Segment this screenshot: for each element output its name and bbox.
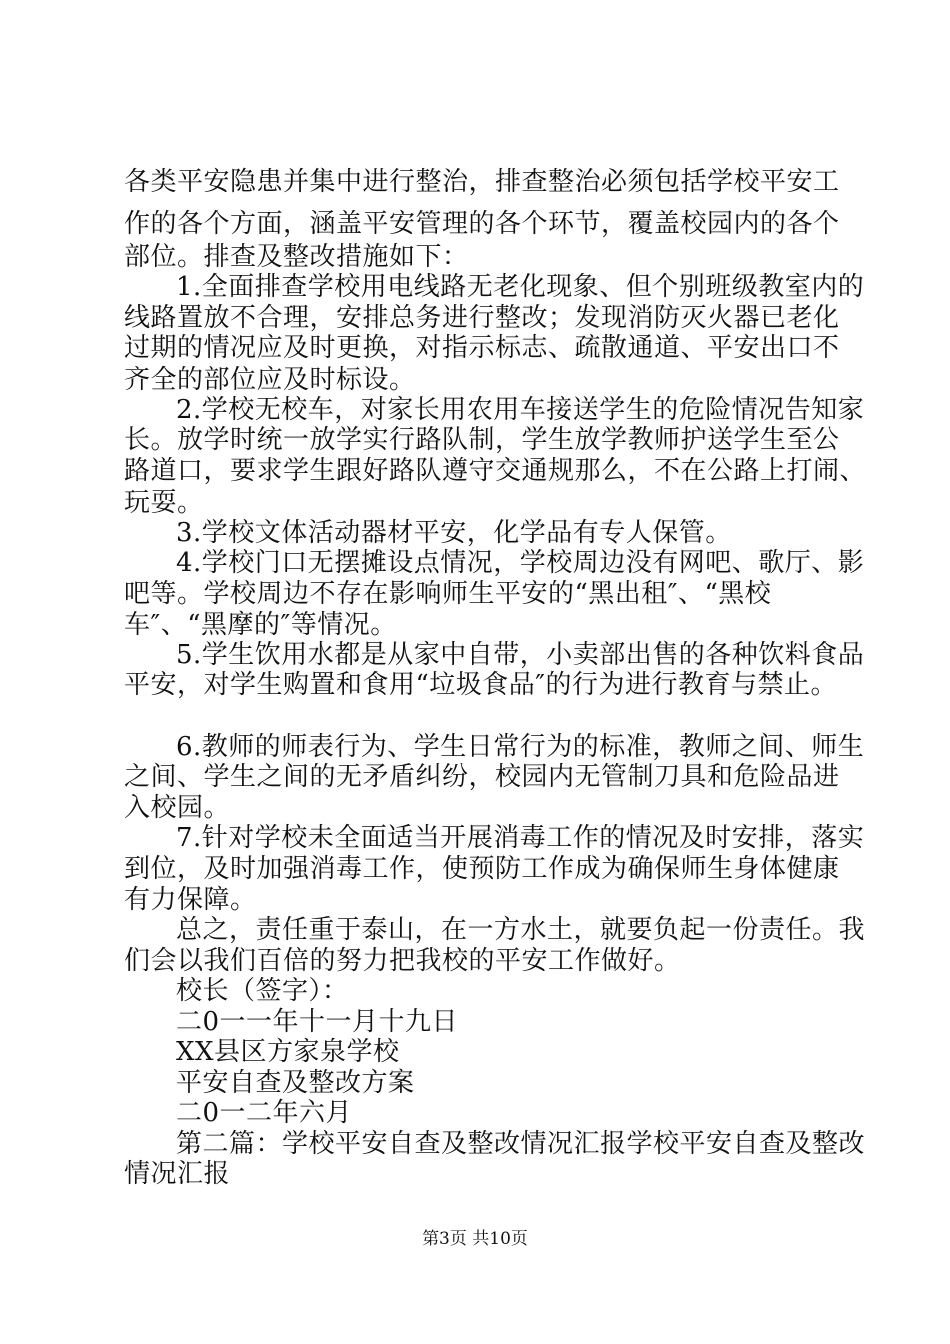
text-line: 5.学生饮用水都是从家中自带，小卖部出售的各种饮料食品 <box>176 640 865 670</box>
text-line: 1.全面排查学校用电线路无老化现象、但个别班级教室内的 <box>176 272 865 302</box>
text-line: 7.针对学校未全面适当开展消毒工作的情况及时安排，落实 <box>176 823 865 853</box>
text-line: 6.教师的师表行为、学生日常行为的标准，教师之间、师生 <box>176 732 865 762</box>
text-line: 入校园。 <box>124 793 231 823</box>
text-line: 齐全的部位应及时标设。 <box>124 365 416 395</box>
text-line: 作的各个方面，涵盖平安管理的各个环节，覆盖校园内的各个 <box>124 209 840 239</box>
page-footer: 第3页 共10页 <box>422 1229 528 1249</box>
text-line: 各类平安隐患并集中进行整治，排查整治必须包括学校平安工 <box>124 167 840 197</box>
text-line: 车″、“黑摩的″等情况。 <box>124 610 397 640</box>
text-line: 平安，对学生购置和食用“垃圾食品″的行为进行教育与禁止。 <box>124 670 838 700</box>
text-line: 之间、学生之间的无矛盾纠纷，校园内无管制刀具和危险品进 <box>124 762 840 792</box>
text-line: 到位，及时加强消毒工作，使预防工作成为确保师生身体健康 <box>124 854 840 884</box>
text-line: 吧等。学校周边不存在影响师生平安的“黑出租″、“黑校 <box>124 579 772 609</box>
text-line: 过期的情况应及时更换，对指示标志、疏散通道、平安出口不 <box>124 333 840 363</box>
text-line: 平安自查及整改方案 <box>176 1068 415 1098</box>
text-line: 2.学校无校车，对家长用农用车接送学生的危险情况告知家 <box>176 395 865 425</box>
text-line: 有力保障。 <box>124 885 257 915</box>
text-line: 二0一二年六月 <box>176 1098 353 1128</box>
text-line: 长。放学时统一放学实行路队制，学生放学教师护送学生至公 <box>124 425 840 455</box>
text-line: 们会以我们百倍的努力把我校的平安工作做好。 <box>124 946 681 976</box>
text-line: 3.学校文体活动器材平安，化学品有专人保管。 <box>176 518 732 548</box>
text-line: 情况汇报 <box>124 1159 231 1189</box>
text-line: 4.学校门口无摆摊设点情况，学校周边没有网吧、歌厅、影 <box>176 548 865 578</box>
text-line: 路道口，要求学生跟好路队遵守交通规那么，不在公路上打闹、 <box>124 456 867 486</box>
text-line: 部位。排查及整改措施如下： <box>124 242 469 272</box>
text-line: 第二篇：学校平安自查及整改情况汇报学校平安自查及整改 <box>176 1129 866 1159</box>
text-line: 总之，责任重于泰山，在一方水土，就要负起一份责任。我 <box>176 915 866 945</box>
text-line: 校长（签字）： <box>176 976 349 1006</box>
text-line: 线路置放不合理，安排总务进行整改；发现消防灭火器已老化 <box>124 303 840 333</box>
text-line: 二0一一年十一月十九日 <box>176 1007 459 1037</box>
text-line: XX县区方家泉学校 <box>176 1037 400 1067</box>
text-line: 玩耍。 <box>124 488 204 518</box>
